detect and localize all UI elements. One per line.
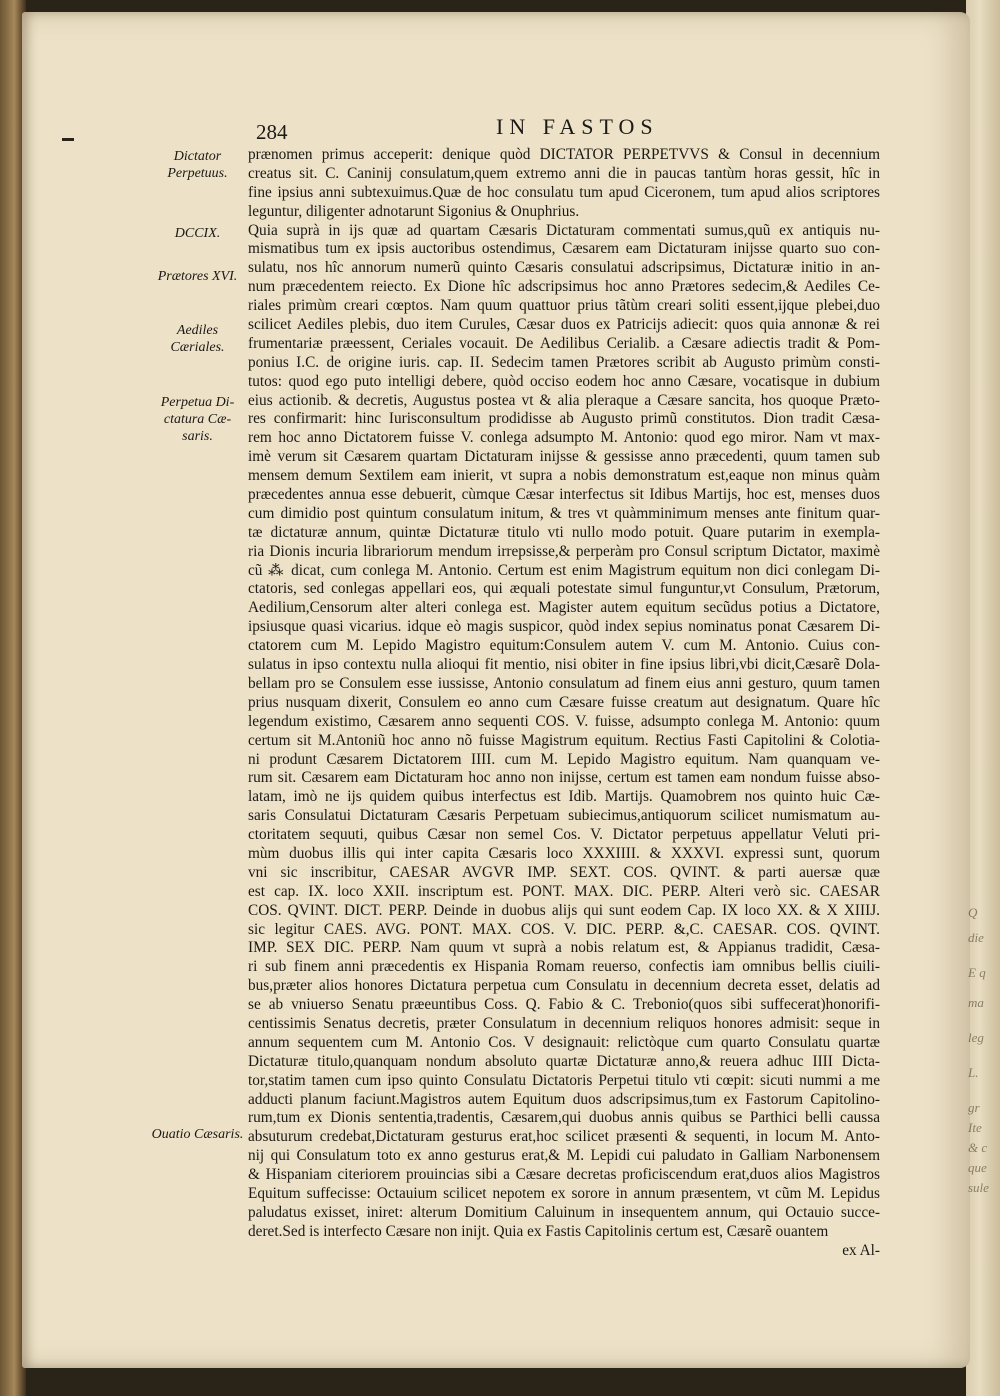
text-line: leguntur, diligenter adnotarunt Sigonius & Onuphrius. bbox=[248, 202, 580, 220]
text-line: frumentariæ præessent, Ceriales vocauit. De Aedilibus Cerialib. a Cæsare adiectis tradit & Pom- bbox=[248, 334, 880, 352]
text-line: adducti planum faciunt.Magistros autem Equitum duos adscripsimus,tum ex Fastorum Capitolino- bbox=[248, 1090, 880, 1108]
text-line: prænomen primus acceperit: denique quòd DICTATOR PERPETVVS & Consul in decennium bbox=[248, 146, 880, 163]
text-line: latam, imò ne ijs quidem quibus interfectus est Idib. Martijs. Quamobrem nos quinto huic Cæ- bbox=[248, 788, 880, 806]
bleed-fragment: die bbox=[968, 930, 984, 945]
text-line: præcedentes annua esse debuerit, cùmque Cæsar interfectus sit Idibus Martijs, hoc est, menses duos bbox=[248, 486, 880, 504]
text-line: ponius I.C. de origine iuris. cap. II. Sedecim tamen Prætores scribit ab Augusto primùm consti- bbox=[248, 353, 880, 371]
bleed-fragment: Ite bbox=[968, 1120, 982, 1135]
text-line: riales primùm creari cœptos. Nam quum quattuor prius tãtùm creari soliti essent,ijque plebei,duo bbox=[248, 297, 880, 315]
text-line: ipsiusque quasi vicarius. idque eò magis suspicor, quòd index sepius nominatus ponat Cæsarem Di- bbox=[248, 618, 880, 636]
text-line: ctoritatem sequuti, quibus Cæsar non semel Cos. V. Dictator perpetuus appellatur Veluti pri- bbox=[248, 826, 880, 844]
text-line: ctatorem cum M. Lepido Magistro equitum:Consulem autem V. cum M. Antonio. Cuius con- bbox=[248, 637, 880, 655]
text-line: ctatoris, sed conlegas appellari eos, qui æquali potestate simul funguntur,vt Consulum, Prætorum, bbox=[248, 580, 880, 598]
margin-note: Perpetua Di-ctatura Cæ-saris. bbox=[160, 395, 235, 444]
bleed-fragment: gr bbox=[968, 1100, 980, 1115]
text-line: Aedilium,Censorum alter alteri conlega est. Magister autem equitum secũdus potius a Dictatore, bbox=[248, 599, 880, 617]
text-line: bus,præter alios honores Dictatura perpetua cum Consulatu in decennium decreta esset, delatis ad bbox=[248, 977, 880, 995]
text-line: sulatu, nos hîc annorum numerũ quinto Cæsaris consulatui adscripsimus, Dictaturæ initio in an- bbox=[248, 259, 880, 277]
bleed-fragment: leg bbox=[968, 1030, 984, 1045]
text-line: se ab vniuerso Senatu præeuntibus Coss. Q. Fabio & C. Trebonio(quos sibi suffecerat)honorifi- bbox=[248, 996, 880, 1014]
text-line: Equitum suffecisse: Octauium scilicet nepotem ex sorore in annum præsentem, vt cũm M. Lepidus bbox=[248, 1184, 880, 1202]
text-line: tor,statim tamen cum ipso quinto Consulatu Dictatoris Perpetui titulo vti cœpit: sicuti nummi a me bbox=[248, 1071, 880, 1089]
text-line: ria Dionis incuria librariorum mendum irrepsisse,& perperàm pro Consul scriptum Dictator, maximè bbox=[248, 542, 880, 560]
text-line: est cap. IX. loco XXII. inscriptum est. PONT. MAX. DIC. PERP. Alteri verò sic. CAESAR bbox=[248, 882, 880, 900]
margin-note: Ouatio Cæsaris. bbox=[151, 1127, 244, 1142]
text-line: COS. QVINT. DICT. PERP. Deinde in duobus alijs qui sunt eodem Cap. IX loco XX. & X XIIIJ. bbox=[248, 901, 880, 919]
text-line: IMP. SEX DIC. PERP. Nam quum vt suprà a nobis relatum est, & Appianus tradidit, Cæsa- bbox=[248, 939, 880, 957]
bleed-fragment: E q bbox=[968, 965, 986, 980]
text-line: tutos: quod ego puto intelligi debere, quòd occiso eodem hoc anno Cæsare, vocatisque in dubium bbox=[248, 372, 880, 390]
margin-note: Dictator Perpetuus. bbox=[167, 149, 228, 181]
running-header bbox=[250, 114, 890, 142]
body-text bbox=[248, 146, 880, 1261]
text-line: rum,tum ex Dionis sententia,tradentis, Cæsarem,qui duobus annis quibus se Parthici belli caussa bbox=[248, 1109, 880, 1127]
text-line: certum sit M.Antoniũ hoc anno nõ fuisse Magistrum equitum. Rectius Fasti Capitolini & Colotia- bbox=[248, 731, 880, 749]
margin-note: DCCIX. bbox=[174, 226, 221, 241]
text-line: tæ dictaturæ annum, quintæ Dictaturæ titulo vti nullo modo potuit. Quare putarim in exempla- bbox=[248, 523, 880, 541]
text-line: rum sit. Cæsarem eam Dictaturam hoc anno non inijsse, certum est tamen eam nondum fuisse abso- bbox=[248, 769, 880, 787]
text-line: prius nusquam dixerit, Consulem eo anno cum Cæsare fuisse creatum aut designatum. Quare hîc bbox=[248, 693, 880, 711]
text-line: legendum existimo, Cæsarem anno sequenti COS. V. fuisse, adsumpto conlega M. Antonio: quum bbox=[248, 712, 880, 730]
text-line: annum sequentem cum M. Antonio Cos. V designauit: relictòque cum quarto Consulatu quartæ bbox=[248, 1033, 880, 1051]
text-line: eius actionib. & decretis, Augustus postea vt & alia pleraque a Cæsare sancita, hos quoque Præto- bbox=[248, 391, 880, 409]
text-line: paludatus exisset, iniret: alterum Domitium Caluinum in insequentem annum, qui Octauio succe- bbox=[248, 1203, 880, 1221]
text-line: ri sub finem anni præcedentis ex Hispania Romam reuerso, confectis iam omnibus bellis ciuili- bbox=[248, 958, 880, 976]
bleed-fragment: & c bbox=[968, 1140, 988, 1155]
text-line: mensem demum Sextilem eam inierit, vt supra a nobis demonstratum est,eaque non minus quàm bbox=[248, 467, 880, 485]
folio-number: 284 bbox=[256, 120, 288, 144]
text-line: imè verum sit Cæsarem quartam Dictaturam inijsse & gessisse anno præcedenti, quum tamen sub bbox=[248, 448, 880, 466]
bleed-fragment: Q bbox=[968, 905, 978, 920]
bleed-fragment: que bbox=[968, 1160, 987, 1175]
text-line: cum dimidio post quintum consulatum initum, & tres vt quàmminimum menses ante finitum quar- bbox=[248, 504, 880, 522]
text-line: & Hispaniam citeriorem prouincias sibi a Cæsare decretas proficiscendum erat,duos alios Magistros bbox=[248, 1166, 880, 1184]
text-line: creatus sit. C. Caninij consulatum,quem extremo anni die in paucas tantùm horas gessit, hîc in bbox=[248, 164, 880, 182]
margin-note: Aediles Cæriales. bbox=[170, 323, 225, 355]
text-line: ni produnt Cæsarem Dictatorem IIII. cum M. Lepido Magistro equitum. Nam quanquam ve- bbox=[248, 750, 880, 768]
text-line: mismatibus tum ex ipsis auctoribus ostendimus, Cæsarem eam Dictaturam inijsse quarto suo con- bbox=[248, 240, 880, 258]
text-line: Dictaturæ titulo,quanquam nondum absoluto quartæ Dictaturæ anno,& reuera adhuc IIII Dicta- bbox=[248, 1052, 880, 1070]
bleed-fragment: L. bbox=[968, 1065, 979, 1080]
text-line: nij qui Consulatum toto ex anno gesturus erat,& M. Lepidi cui paludato in Galliam Narbonensem bbox=[248, 1147, 880, 1165]
text-line: cũ ⁂ dicat, cum conlega M. Antonio. Certum est enim Magistrum equitum non dici conlegam Di- bbox=[248, 561, 880, 579]
text-line: rem hoc anno Dictatorem fuisse V. conlega adsumpto M. Antonio: quod ego miror. Nam vt max- bbox=[248, 429, 880, 447]
text-line: num præcedentem reiecto. Ex Dione hîc adscripsimus hoc anno Prætores sedecim,& Aediles Ce- bbox=[248, 278, 880, 296]
text-line: vni sic inscribitur, CAESAR AVGVR IMP. SEXT. COS. QVINT. & parti auersæ quæ bbox=[248, 863, 880, 881]
catchword: ex Al- bbox=[842, 1241, 880, 1259]
running-title: IN FASTOS bbox=[496, 114, 659, 139]
text-line: res confirmarit: hinc Iurisconsultum prodidisse ab Augusto primũ constitutos. Dion tradit Cæsa- bbox=[248, 410, 880, 428]
bleed-fragment: ma bbox=[968, 995, 984, 1010]
text-line: scilicet Aediles plebis, duo item Curules, Cæsar duos ex Patricijs adiecit: quos quia annonæ & rei bbox=[248, 316, 880, 334]
text-line: sulatus in ipso contextu nulla alioqui fit mentio, nisi obiter in fine ipsius libri,vbi dicit,Cæsarẽ Dola- bbox=[248, 656, 880, 674]
text-line: fine ipsius anni subtexuimus.Quæ de hoc consulatu tum apud Ciceronem, tum apud alios scriptores bbox=[248, 183, 880, 201]
text-line: saris Consulatui Dictaturam Cæsaris Perpetuam subiecimus,antiquorum scilicet numismatum au- bbox=[248, 807, 880, 825]
text-line: mùm duobus illis qui inter capita Cæsaris loco XXXIIII. & XXXVI. expressi sunt, quorum bbox=[248, 844, 880, 862]
text-line: deret.Sed is interfecto Cæsare non inijt. Quia ex Fastis Capitolinis certum est, Cæsarẽ ouantem bbox=[248, 1222, 829, 1240]
text-line: sic legitur CAES. AVG. PONT. MAX. COS. V. DIC. PERP. &,C. CAESAR. COS. QVINT. bbox=[248, 920, 880, 938]
text-line: bellam pro se Consulem esse iussisse, Antonio consulatum ad finem eius anni gesturo, quum tamen bbox=[248, 674, 880, 692]
margin-dash-mark bbox=[62, 138, 74, 141]
text-line: Quia suprà in ijs quæ ad quartam Cæsaris Dictaturam commentati sumus,quũ ex antiquis nu- bbox=[248, 221, 880, 239]
text-line: absuturum credebat,Dictaturam gesturus erat,hoc scilicet præsenti & sequenti, in locum M. Anto- bbox=[248, 1128, 880, 1146]
margin-note: Prætores XVI. bbox=[157, 269, 238, 284]
text-line: centissimis Senatus decretis, præter Consulatum in decennium reliquos honores admisit: seque in bbox=[248, 1014, 880, 1032]
bleed-fragment: sule bbox=[968, 1180, 989, 1195]
